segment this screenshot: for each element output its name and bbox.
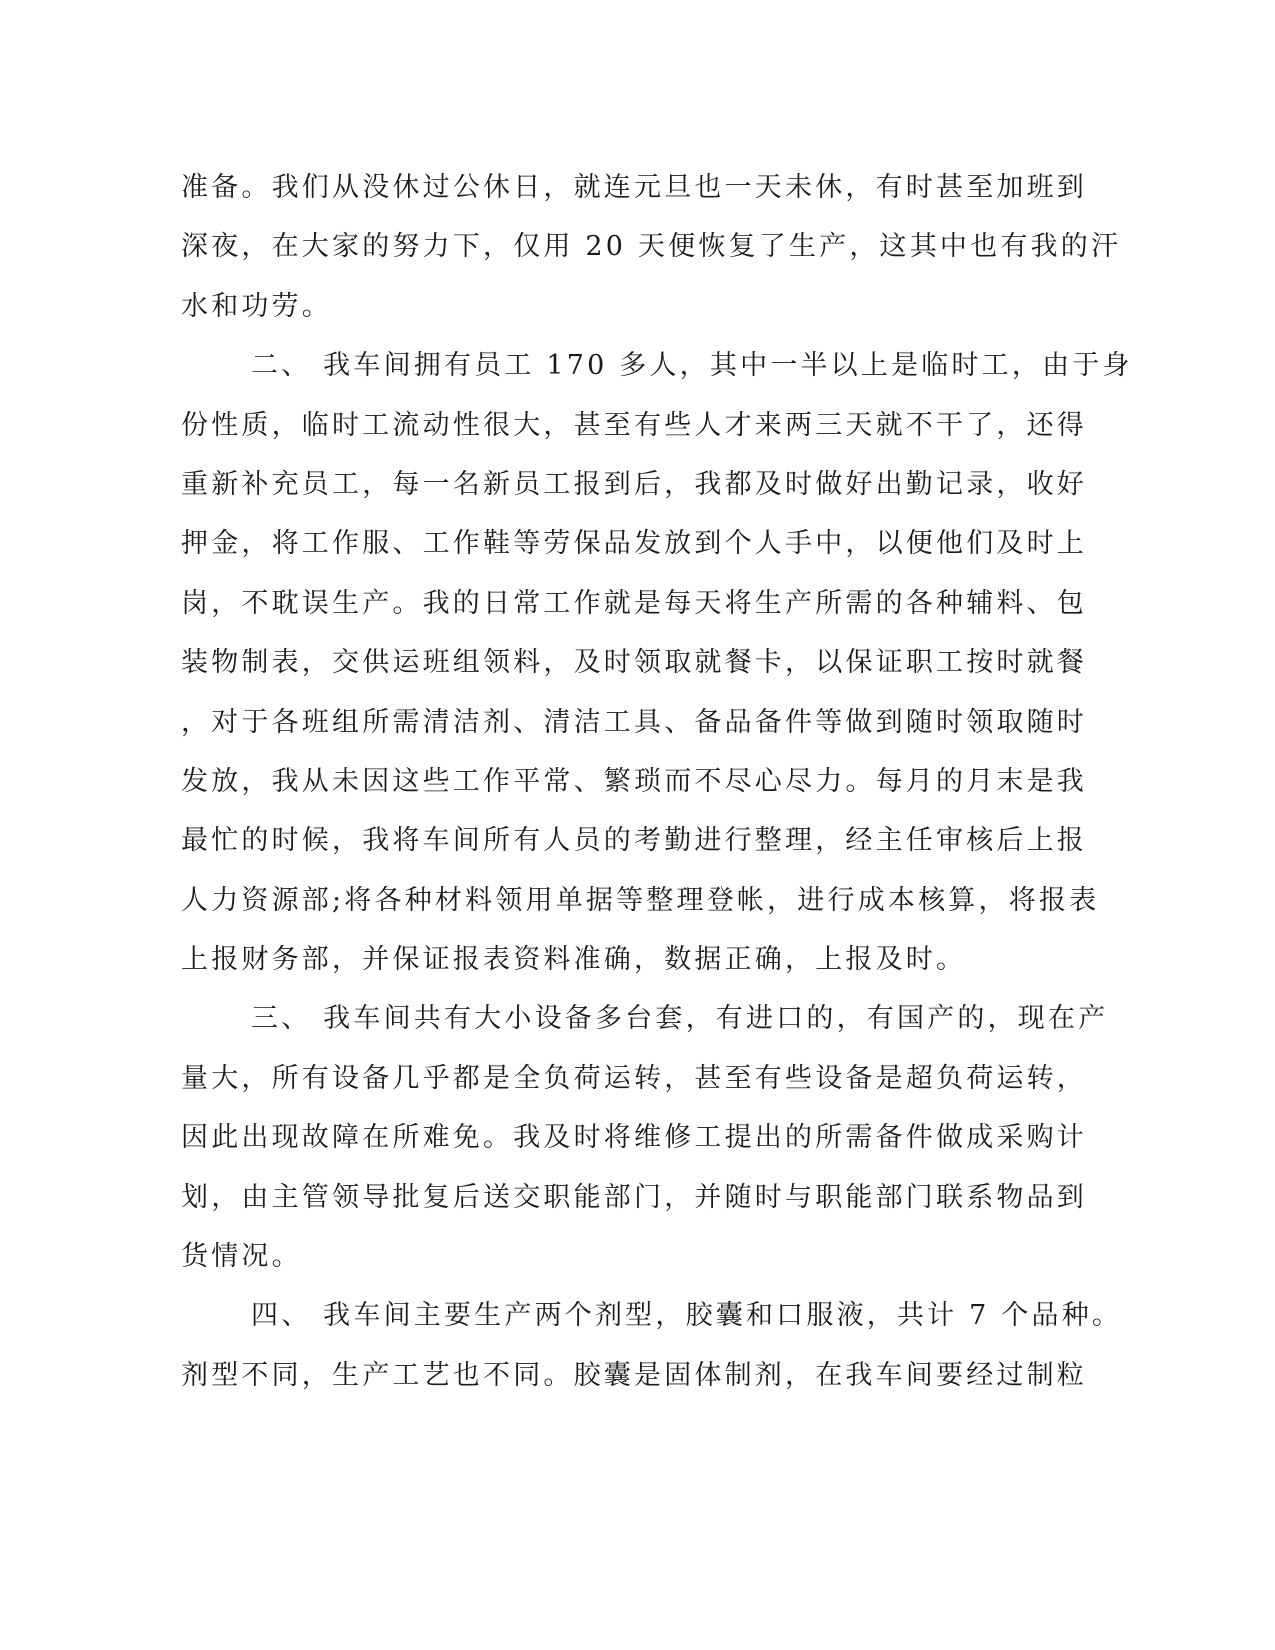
text-line: 水和功劳。 xyxy=(181,290,332,322)
text-line: 人力资源部;将各种材料领用单据等整理登帐，进行成本核算，将报表 xyxy=(181,884,1100,916)
text-line: 量大，所有设备几乎都是全负荷运转，甚至有些设备是超负荷运转， xyxy=(181,1062,1087,1094)
text-line: 剂型不同，生产工艺也不同。胶囊是固体制剂，在我车间要经过制粒 xyxy=(181,1359,1087,1391)
text-line: 装物制表，交供运班组领料，及时领取就餐卡，以保证职工按时就餐 xyxy=(181,647,1087,679)
text-line: 押金，将工作服、工作鞋等劳保品发放到个人手中，以便他们及时上 xyxy=(181,528,1087,560)
text-line: 上报财务部，并保证报表资料准确，数据正确，上报及时。 xyxy=(181,944,967,976)
text-line: 准备。我们从没休过公休日，就连元旦也一天未休，有时甚至加班到 xyxy=(181,172,1087,203)
text-line: 份性质，临时工流动性很大，甚至有些人才来两三天就不干了，还得 xyxy=(181,409,1087,441)
paragraph-4-start: 四、 我车间主要生产两个剂型，胶囊和口服液，共计 7 个品种。 xyxy=(251,1300,1123,1332)
paragraph-2-start: 二、 我车间拥有员工 170 多人，其中一半以上是临时工，由于身 xyxy=(251,350,1133,382)
text-line: 深夜，在大家的努力下，仅用 20 天便恢复了生产，这其中也有我的汗 xyxy=(181,231,1122,263)
text-line: 发放，我从未因这些工作平常、繁琐而不尽心尽力。每月的月末是我 xyxy=(181,765,1087,797)
body-text xyxy=(181,158,1133,1405)
text-line: 最忙的时候，我将车间所有人员的考勤进行整理，经主任审核后上报 xyxy=(181,825,1087,857)
paragraph-3-start: 三、 我车间共有大小设备多台套，有进口的，有国产的，现在产 xyxy=(251,1003,1109,1035)
text-line: 划，由主管领导批复后送交职能部门，并随时与职能部门联系物品到 xyxy=(181,1181,1087,1213)
text-line: 因此出现故障在所难免。我及时将维修工提出的所需备件做成采购计 xyxy=(181,1122,1087,1154)
text-line: 重新补充员工，每一名新员工报到后，我都及时做好出勤记录，收好 xyxy=(181,468,1087,500)
text-line: ，对于各班组所需清洁剂、清洁工具、备品备件等做到随时领取随时 xyxy=(181,706,1087,738)
text-line: 岗，不耽误生产。我的日常工作就是每天将生产所需的各种辅料、包 xyxy=(181,587,1087,619)
text-line: 货情况。 xyxy=(181,1241,302,1273)
